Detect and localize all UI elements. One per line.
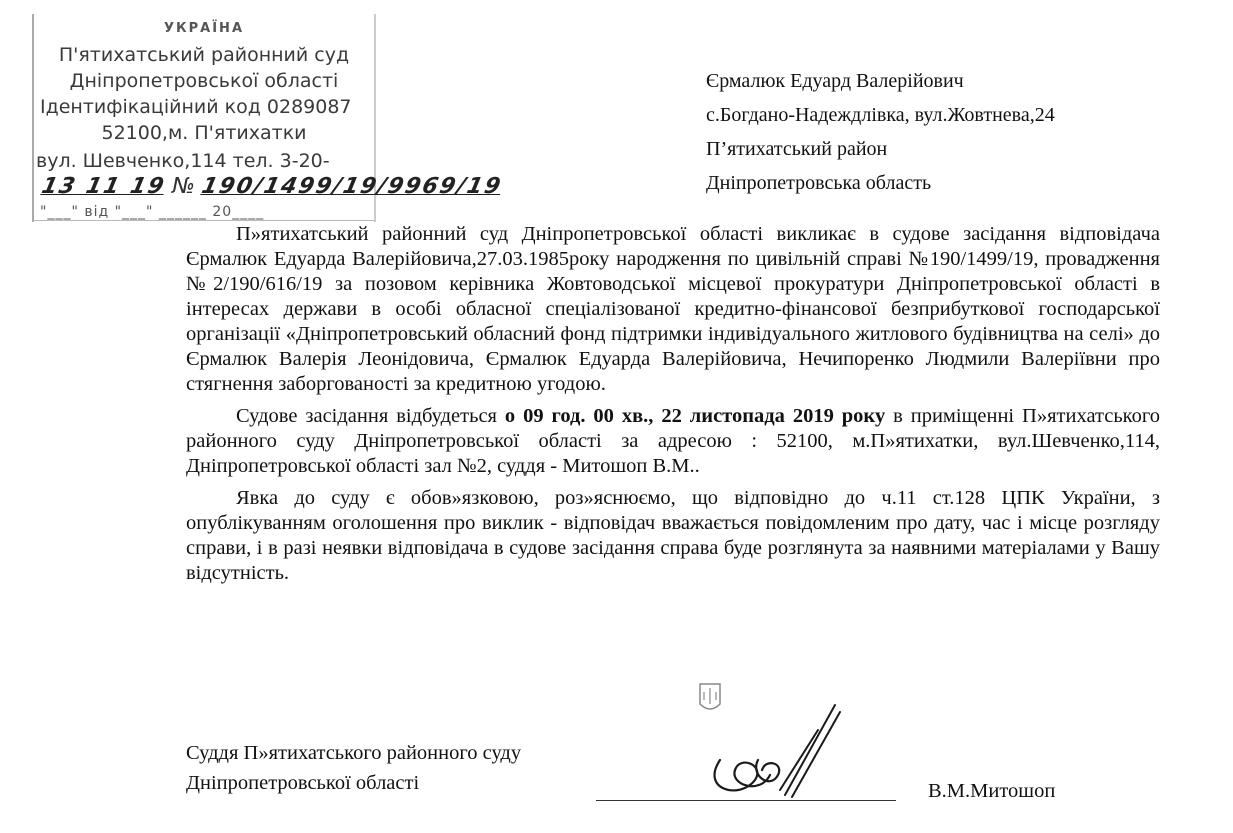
hearing-text-start: Судове засідання відбудеться (236, 405, 505, 427)
judge-position-line1: Суддя П»ятихатського районного суду (186, 742, 522, 764)
addressee-address: с.Богдано-Надеждлівка, вул.Жовтнева,24 (706, 104, 1055, 126)
paragraph-summons: П»ятихатський районний суд Дніпропетровської області викликає в судове засідання відповідача Єрмалюк Едуарда Валерійовича,27.03.1985року народження по цивільній справі №190/1499/19, провадження №2/190/616/19 за позовом керівника Жовтоводської місцевої прокуратури Дніпропетровської області в інтересах держави в особі обласної спеціалізованої кредитно-фінансової безприбуткової господарської організації «Дніпропетровський обласний фонд підтримки індивідуального житлового будівництва на селі» до Єрмалюк Валерія Леонідовича, Єрмалюк Едуарда Валерійовича, Нечипоренко Людмили Валеріївни про стягнення заборгованості за кредитною угодою. (186, 223, 1160, 395)
judge-name: В.М.Митошоп (928, 780, 1056, 802)
stamp-city: 52100,м. П'ятихатки (101, 122, 307, 144)
judge-position (186, 738, 521, 798)
registration-stamp (32, 14, 505, 222)
stamp-country: УКРАЇНА (163, 21, 244, 36)
stamp-bottom-border (34, 220, 374, 221)
stamp-id-code: Ідентифікаційний код 0289087 (40, 96, 352, 118)
judge-position-line2: Дніпропетровської області (186, 772, 420, 794)
paragraph-attendance: Явка до суду є обов»язковою, роз»яснюємо, що відповідно до ч.11 ст.128 ЦПК України, з опублікуванням оголошення про виклик - відповідач вважається повідомленим про дату, час і місце розгляду справи, і в разі неявки відповідача в судове засідання справа буде розглянута за наявними матеріалами у Вашу відсутність. (186, 487, 1160, 584)
stamp-reg-date: 13 11 19 (39, 174, 168, 199)
hearing-text-end: в приміщенні П»ятихатського районного суду Дніпропетровської області за адресою : 52100, м.П»ятихатки, вул.Шевченко,114, Дніпропетровської області зал №2, суддя - Митошоп В.М.. (186, 405, 1160, 477)
judge-signature (700, 700, 850, 810)
paragraph-hearing (186, 404, 1160, 479)
summons-body (186, 222, 1160, 593)
stamp-blank-line: "___" від "___" ______ 20____ (40, 204, 265, 220)
hearing-datetime: о 09 год. 00 хв., 22 листопада 2019 року (504, 405, 886, 427)
addressee-district: П’ятихатський район (706, 138, 888, 160)
stamp-street: вул. Шевченко,114 тел. 3-20- (36, 150, 330, 172)
addressee-oblast: Дніпропетровська область (706, 172, 932, 194)
stamp-registration-number (39, 174, 505, 199)
stamp-reg-number: 190/1499/19/9969/19 (199, 174, 505, 199)
stamp-number-sign: № (172, 174, 196, 199)
stamp-court: П'ятихатський районний суд (58, 44, 350, 66)
signature-line (596, 800, 896, 801)
addressee-block (706, 64, 1055, 200)
addressee-name: Єрмалюк Едуард Валерійович (706, 70, 964, 92)
stamp-region: Дніпропетровської області (69, 70, 339, 92)
